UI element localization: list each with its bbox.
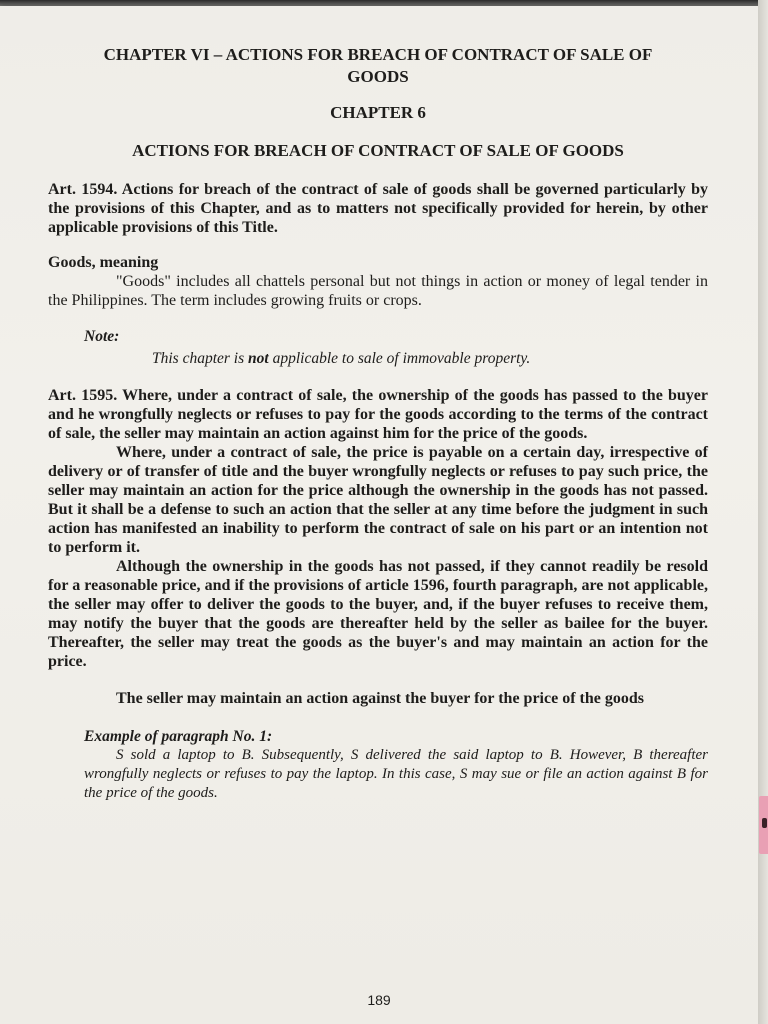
note-label: Note: <box>84 328 120 345</box>
note-text <box>152 350 708 368</box>
chapter-title <box>48 44 708 88</box>
note-text-after: applicable to sale of immovable property. <box>268 350 531 367</box>
summary-statement: The seller may maintain an action against the buyer for the price of the goods <box>116 690 644 707</box>
chapter-title-line1: CHAPTER VI – ACTIONS FOR BREACH OF CONTRACT OF SALE OF <box>103 45 653 64</box>
page-stack-edge <box>758 0 768 1024</box>
chapter-title-line2: GOODS <box>347 67 409 86</box>
article-1594: Art. 1594. Actions for breach of the contract of sale of goods shall be governed particularly by the provisions of this Chapter, and as to matters not specifically provided for herein, by other applicable provisions of this Title. <box>48 181 708 236</box>
note-text-emphasis: not <box>248 350 269 367</box>
article-1595-p1: Art. 1595. Where, under a contract of sale, the ownership of the goods has passed to the buyer and he wrongfully neglects or refuses to pay for the goods according to the terms of the contract of sale, the seller may maintain an action against him for the price of the goods. <box>48 387 708 442</box>
bookmark-tab-mark <box>762 818 767 828</box>
article-1595-p2: Where, under a contract of sale, the price is payable on a certain day, irrespective of delivery or of transfer of title and the buyer wrongfully neglects or refuses to pay such price, the seller may maintain an action for the price although the ownership in the goods has not passed. But it shall be a defense to such an action that the seller at any time before the judgment in such action has manifested an inability to perform the contract of sale on his part or an intention not to perform it. <box>48 444 708 556</box>
goods-heading: Goods, meaning <box>48 254 159 271</box>
page-number: 189 <box>367 992 391 1008</box>
goods-definition: "Goods" includes all chattels personal but not things in action or money of legal tender in the Philippines. The term includes growing fruits or crops. <box>48 273 708 309</box>
note-text-before: This chapter is <box>152 350 249 367</box>
book-page <box>0 6 758 1024</box>
example-label: Example of paragraph No. 1: <box>84 728 273 745</box>
chapter-number: CHAPTER 6 <box>330 103 426 122</box>
chapter-subtitle: ACTIONS FOR BREACH OF CONTRACT OF SALE OF GOODS <box>132 141 624 160</box>
example-text: S sold a laptop to B. Subsequently, S delivered the said laptop to B. However, B thereafter wrongfully neglects or refuses to pay the laptop. In this case, S may sue or file an action against B for the price of the goods. <box>84 747 708 801</box>
page-content <box>48 44 708 803</box>
article-1595-p3: Although the ownership in the goods has not passed, if they cannot readily be resold for a reasonable price, and if the provisions of article 1596, fourth paragraph, are not applicable, the seller may offer to deliver the goods to the buyer, and, if the buyer refuses to receive them, may notify the buyer that the goods are thereafter held by the seller as bailee for the buyer. Thereafter, the seller may treat the goods as the buyer's and may maintain an action for the price. <box>48 558 708 670</box>
